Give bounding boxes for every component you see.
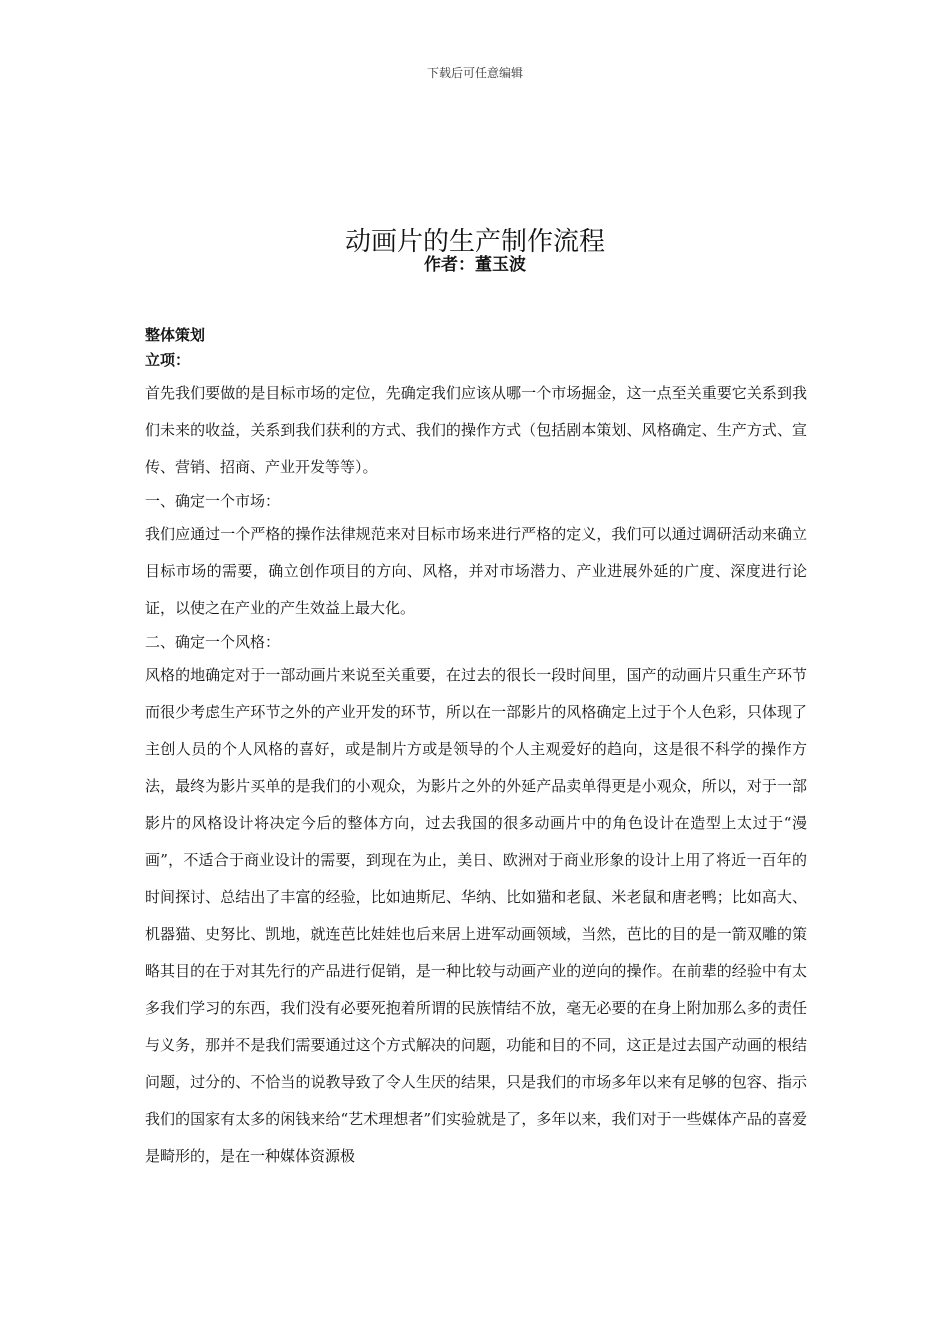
intro-paragraph: 首先我们要做的是目标市场的定位，先确定我们应该从哪一个市场掘金，这一点至关重要它关系到我们未来的收益，关系到我们获利的方式、我们的操作方式（包括剧本策划、风格确定、生产方式、宣传、营销、招商、产业开发等等）。 (145, 384, 807, 476)
subheading-market: 一、确定一个市场： (145, 492, 281, 510)
section-heading-planning: 整体策划 (145, 326, 206, 344)
market-paragraph: 我们应通过一个严格的操作法律规范来对目标市场来进行严格的定义，我们可以通过调研活动来确立目标市场的需要，确立创作项目的方向、风格，并对市场潜力、产业进展外延的广度、深度进行论证，以使之在产业的产生效益上最大化。 (145, 525, 807, 617)
section-heading-project: 立项： (145, 351, 191, 369)
subheading-style: 二、确定一个风格： (145, 633, 281, 651)
style-paragraph: 风格的地确定对于一部动画片来说至关重要，在过去的很长一段时间里，国产的动画片只重生产环节而很少考虑生产环节之外的产业开发的环节，所以在一部影片的风格确定上过于个人色彩，只体现了主创人员的个人风格的喜好，或是制片方或是领导的个人主观爱好的趋向，这是很不科学的操作方法，最终为影片买单的是我们的小观众，为影片之外的外延产品卖单得更是小观众，所以，对于一部影片的风格设计将决定今后的整体方向，过去我国的很多动画片中的角色设计在造型上太过于“漫画”，不适合于商业设计的需要，到现在为止，美日、欧洲对于商业形象的设计上用了将近一百年的时间探讨、总结出了丰富的经验，比如迪斯尼、华纳、比如猫和老鼠、米老鼠和唐老鸭；比如高大、机器猫、史努比、凯地，就连芭比娃娃也后来居上进军动画领域，当然，芭比的目的是一箭双雕的策略其目的在于对其先行的产品进行促销，是一种比较与动画产业的逆向的操作。在前辈的经验中有太多我们学习的东西，我们没有必要死抱着所谓的民族情结不放，毫无必要的在身上附加那么多的责任与义务，那并不是我们需要通过这个方式解决的问题，功能和目的不同，这正是过去国产动画的根结问题，过分的、不恰当的说教导致了令人生厌的结果，只是我们的市场多年以来有足够的包容、指示我们的国家有太多的闲钱来给“艺术理想者”们实验就是了，多年以来，我们对于一些媒体产品的喜爱是畸形的，是在一种媒体资源极 (145, 666, 807, 1165)
page-header-note: 下载后可任意编辑 (426, 66, 523, 80)
document-author: 作者：董玉波 (424, 255, 526, 275)
document-body (145, 323, 807, 1175)
document-title: 动画片的生产制作流程 (344, 227, 605, 258)
